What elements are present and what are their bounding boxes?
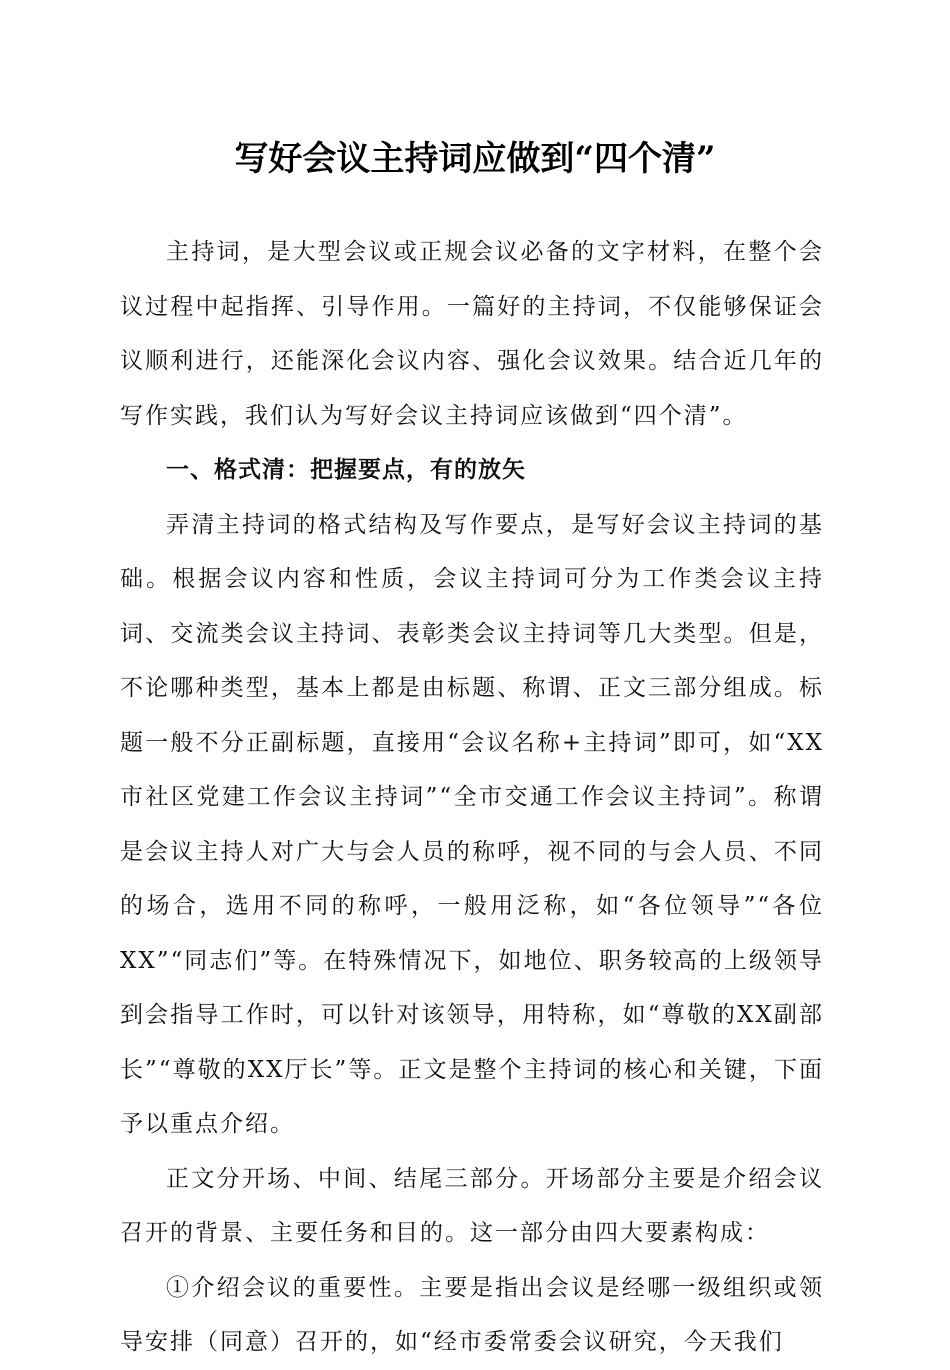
section-heading: 一、格式清：把握要点，有的放矢 [166,457,526,483]
paragraph-format-structure: 弄清主持词的格式结构及写作要点，是写好会议主持词的基础。根据会议内容和性质，会议主持词可分为工作类会议主持词、交流类会议主持词、表彰类会议主持词等几大类型。但是，不论哪种类型，基本上都是由标题、称谓、正文三部分组成。标题一般不分正副标题，直接用“会议名称+主持词”即可，如“XX市社区党建工作会议主持词”“全市交通工作会议主持词”。称谓是会议主持人对广大与会人员的称呼，视不同的与会人员、不同的场合，选用不同的称呼，一般用泛称，如“各位领导”“各位XX”“同志们”等。在特殊情况下，如地位、职务较高的上级领导到会指导工作时，可以针对该领导，用特称，如“尊敬的XX副部长”“尊敬的XX厅长”等。正文是整个主持词的核心和关键，下面予以重点介绍。 [120,511,824,1137]
paragraph-importance: ①介绍会议的重要性。主要是指出会议是经哪一级组织或领导安排（同意）召开的，如“经市委常委会议研究，今天我们 [120,1274,824,1355]
paragraph-body-parts: 正文分开场、中间、结尾三部分。开场部分主要是介绍会议召开的背景、主要任务和目的。这一部分由四大要素构成： [120,1165,824,1246]
document-title: 写好会议主持词应做到“四个清” [234,139,716,179]
document-body [120,225,824,1370]
paragraph-intro: 主持词，是大型会议或正规会议必备的文字材料，在整个会议过程中起指挥、引导作用。一篇好的主持词，不仅能够保证会议顺利进行，还能深化会议内容、强化会议效果。结合近几年的写作实践，我们认为写好会议主持词应该做到“四个清”。 [120,239,824,429]
